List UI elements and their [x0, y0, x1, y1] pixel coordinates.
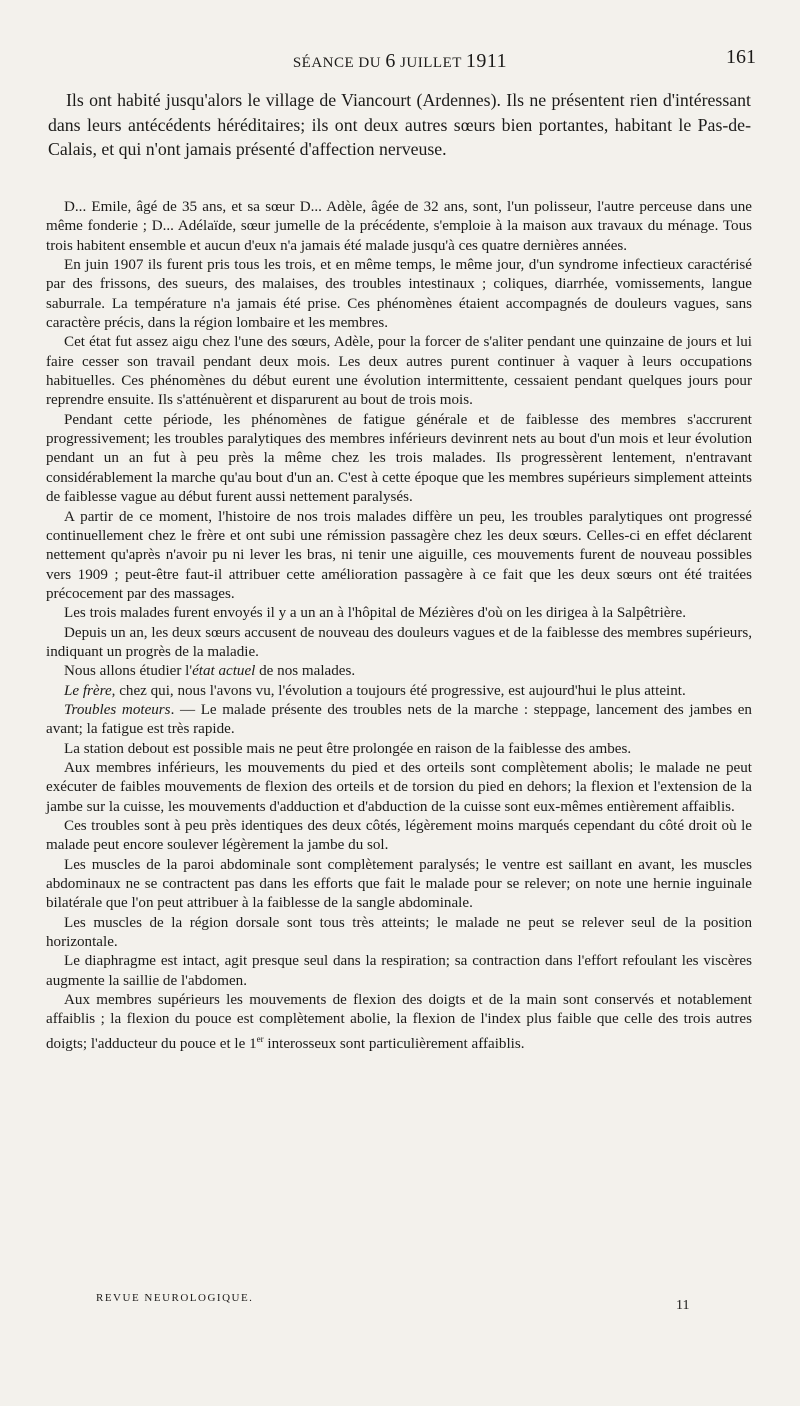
paragraph-4: Pendant cette période, les phénomènes de fatigue générale et de faiblesse des membres s'accrurent progressivement; les troubles paralytiques des membres inférieurs devinrent nets au bout d'un mois et leur évolution pendant un an fut à peu près la même chez les trois malades. Ils progressèrent lentement, n'entravant considérablement la marche qu'au bout d'un an. C'est à cette époque que les membres supérieurs simplement atteints de faiblesse vague au début furent aussi nettement paralysés.	[46, 411, 752, 506]
page-number: 161	[726, 46, 756, 68]
body-text	[46, 198, 752, 1054]
superscript: er	[256, 1033, 264, 1044]
paragraph-15: Les muscles de la région dorsale sont tous très atteints; le malade ne peut se relever seul de la position horizontale.	[46, 914, 752, 951]
running-head-day: 6	[385, 50, 396, 72]
paragraph-14: Les muscles de la paroi abdominale sont complètement paralysés; le ventre est saillant en avant, les muscles abdominaux ne se contractent pas dans les efforts que fait le malade pour se relever; on note une hernie inguinale bilatérale que l'on peut attribuer à la faiblesse de la sangle abdominale.	[46, 856, 752, 912]
paragraph-5: A partir de ce moment, l'histoire de nos trois malades diffère un peu, les troubles paralytiques ont progressé continuellement chez le frère et ont subi une rémission passagère chez les deux sœurs. Celles-ci en effet déclarent nettement qu'après n'avoir pu ni lever les bras, ni tenir une aiguille, ces mouvements furent de nouveau possibles vers 1909 ; peut-être faut-il attribuer cette amélioration passagère à ce fait que les deux sœurs ont été traitées précocement par des massages.	[46, 508, 752, 602]
paragraph-9: Le frère, chez qui, nous l'avons vu, l'évolution a toujours été progressive, est aujourd'hui le plus atteint.	[64, 682, 686, 699]
page-footer	[96, 1292, 696, 1316]
paragraph-10: Troubles moteurs. — Le malade présente des troubles nets de la marche : steppage, lancement des jambes en avant; la fatigue est très rapide.	[46, 701, 752, 738]
journal-name: REVUE NEUROLOGIQUE.	[96, 1292, 254, 1304]
running-head-year: 1911	[465, 50, 508, 72]
paragraph-6: Les trois malades furent envoyés il y a un an à l'hôpital de Mézières d'où on les dirigea à la Salpêtrière.	[64, 605, 686, 622]
paragraph-2: En juin 1907 ils furent pris tous les trois, et en même temps, le même jour, d'un syndrome infectieux caractérisé par des frissons, des sueurs, des malaises, des troubles intestinaux ; coliques, diarrhée, vomissements, langue saburrale. La température n'a jamais été prise. Ces phénomènes étaient accompagnés de douleurs vagues, sans caractère précis, dans la région lombaire et les membres.	[46, 257, 752, 332]
lead-paragraph: Ils ont habité jusqu'alors le village de Viancourt (Ardennes). Ils ne présentent rien d'intéressant dans leurs antécédents héréditaires; ils ont deux autres sœurs bien portantes, habitant le Pas-de-Calais, et qui n'ont jamais présenté d'affection nerveuse.	[48, 90, 751, 160]
page-header	[44, 46, 756, 76]
running-head-pre: SÉANCE DU	[292, 55, 386, 71]
paragraph-11: La station debout est possible mais ne peut être prolongée en raison de la faiblesse des ambes.	[64, 740, 632, 757]
running-head	[44, 50, 756, 73]
lead-section	[48, 88, 751, 162]
signature-mark: 11	[676, 1298, 690, 1313]
italic-lead: Troubles moteurs	[64, 701, 171, 718]
italic-lead: Le frère	[64, 682, 112, 699]
paragraph-3: Cet état fut assez aigu chez l'une des sœurs, Adèle, pour la forcer de s'aliter pendant une quinzaine de jours et lui faire cesser son travail pendant deux mois. Les deux autres purent continuer à vaquer à leurs occupations habituelles. Ces phénomènes du début eurent une évolution intermittente, cessaient pendant quelques jours pour reprendre ensuite. Ils s'atténuèrent et disparurent au bout de trois mois.	[46, 334, 752, 409]
italic-phrase: état actuel	[192, 663, 256, 680]
paragraph-12: Aux membres inférieurs, les mouvements du pied et des orteils sont complètement abolis; le malade ne peut exécuter de faibles mouvements de flexion des orteils et de torsion du pied en dehors; la flexion et l'extension de la jambe sur la cuisse, les mouvements d'adduction et d'abduction de la cuisse sont eux-mêmes entièrement affaiblis.	[46, 759, 752, 815]
paragraph-8: Nous allons étudier l'état actuel de nos malades.	[64, 663, 356, 680]
paragraph-16: Le diaphragme est intact, agit presque seul dans la respiration; sa contraction dans l'effort refoulant les viscères augmente la saillie de l'abdomen.	[46, 953, 752, 989]
running-head-mid: JUILLET	[395, 55, 466, 71]
paragraph-7: Depuis un an, les deux sœurs accusent de nouveau des douleurs vagues et de la faiblesse des membres supérieurs, indiquant un progrès de la maladie.	[46, 624, 752, 660]
paragraph-13: Ces troubles sont à peu près identiques des deux côtés, légèrement moins marqués cependant du côté droit où le malade peut encore soulever légèrement la jambe du sol.	[46, 818, 752, 854]
paragraph-17: Aux membres supérieurs les mouvements de flexion des doigts et de la main sont conservés et notablement affaiblis ; la flexion du pouce est complètement abolie, la flexion de l'index plus faible que celle des trois autres doigts; l'adducteur du pouce et le 1er interosseux sont particulièrement affaiblis.	[46, 992, 752, 1052]
paragraph-1: D... Emile, âgé de 35 ans, et sa sœur D... Adèle, âgée de 32 ans, sont, l'un polisseur, l'autre perceuse dans une même fonderie ; D... Adélaïde, sœur jumelle de la précédente, s'emploie à la maison aux travaux du ménage. Tous trois habitent ensemble et aucun d'eux n'a jamais été malade jusqu'à ces quatre dernières années.	[46, 199, 752, 254]
